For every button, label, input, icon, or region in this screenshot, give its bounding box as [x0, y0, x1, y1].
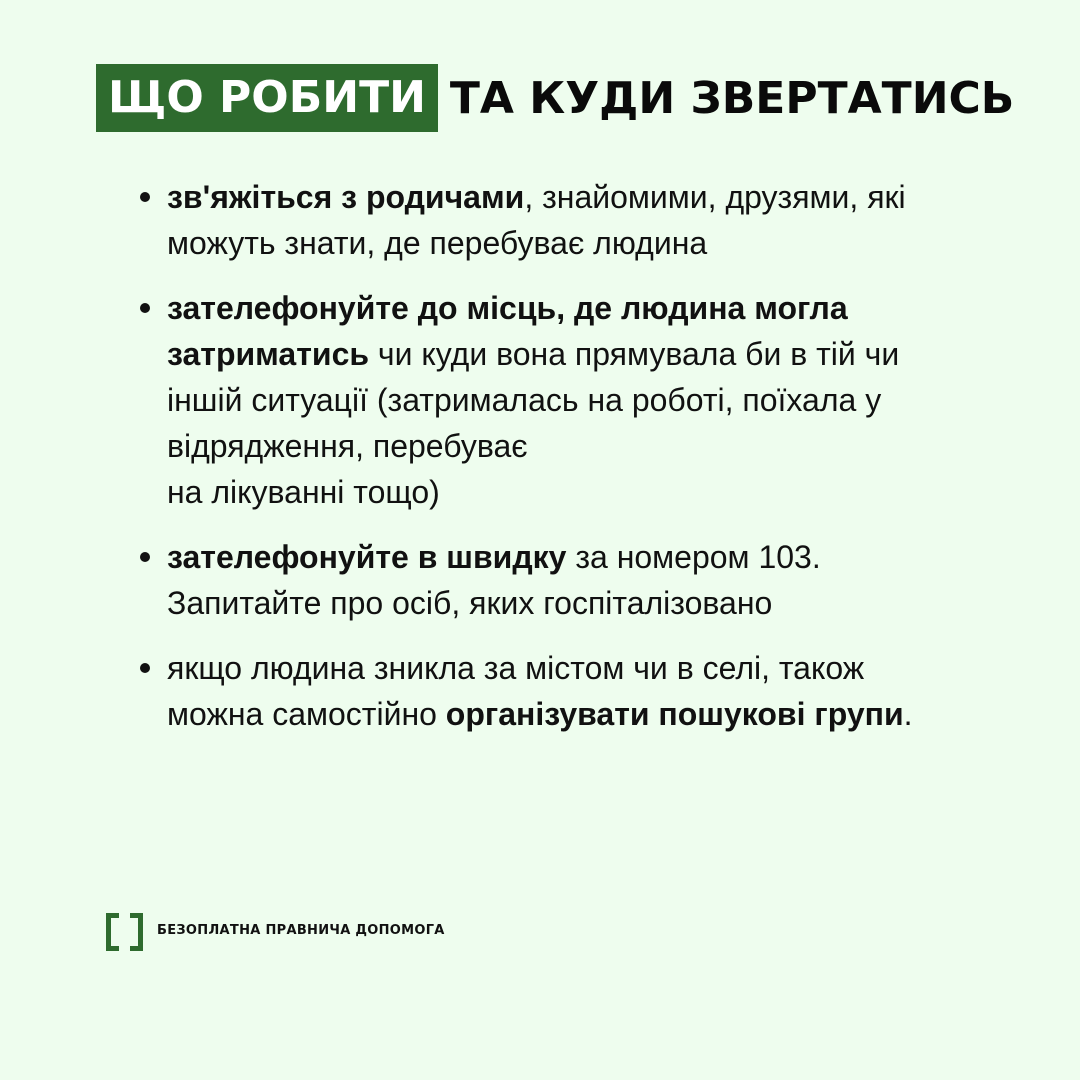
bullet-dot-icon [140, 552, 150, 562]
org-name: БЕЗОПЛАТНА ПРАВНИЧА ДОПОМОГА [157, 922, 445, 938]
bullet-bold-text: зв'яжіться з родичами [167, 179, 525, 215]
bullet-text-continued: на лікуванні тощо) [167, 474, 440, 510]
bracket-logo-icon [106, 913, 146, 947]
bracket-right-icon [130, 913, 143, 951]
advice-list [167, 174, 967, 756]
bullet-bold-text: зателефонуйте в швидку [167, 539, 567, 575]
bullet-text: чи куди вона прямувала би в тій чи іншій ситуації (затрималась на роботі, поїхала у відрядження, перебуває [167, 336, 900, 464]
bullet-bold-text: зателефонуйте до місць, де людина могла затриматись [167, 290, 848, 372]
list-item [167, 174, 967, 266]
list-item [167, 285, 967, 515]
bullet-dot-icon [140, 303, 150, 313]
bullet-text: за номером 103. Запитайте про осіб, яких госпіталізовано [167, 539, 821, 621]
list-item [167, 645, 967, 737]
bullet-text: , знайомими, друзями, які можуть знати, де перебуває людина [167, 179, 906, 261]
bullet-text: якщо людина зникла за містом чи в селі, також можна самостійно [167, 650, 865, 732]
list-item [167, 534, 967, 626]
bracket-left-icon [106, 913, 119, 951]
title-rest: ТА КУДИ ЗВЕРТАТИСЬ [449, 72, 1015, 124]
bullet-text-end: . [903, 696, 913, 732]
bullet-bold-text: організувати пошукові групи [445, 696, 904, 732]
title-highlight: ЩО РОБИТИ [96, 64, 438, 132]
footer [106, 912, 445, 948]
page-title [96, 64, 1014, 132]
bullet-dot-icon [140, 663, 150, 673]
bullet-dot-icon [140, 192, 150, 202]
